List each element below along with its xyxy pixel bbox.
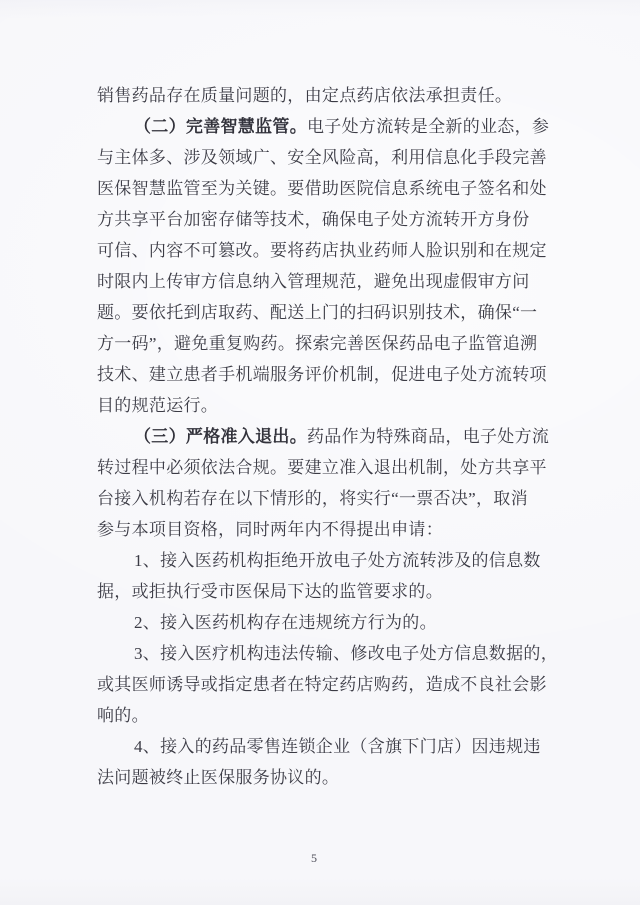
text-line	[97, 514, 549, 545]
text-line	[97, 266, 549, 297]
line-text: 参与本项目资格，同时两年内不得提出申请：	[97, 520, 443, 539]
text-line	[97, 80, 549, 111]
text-line	[97, 328, 549, 359]
text-line	[97, 576, 549, 607]
text-line	[97, 390, 549, 421]
line-lead-text: （二）完善智慧监管。	[134, 117, 307, 136]
line-text: 医保智慧监管至为关键。要借助医院信息系统电子签名和处	[97, 179, 547, 198]
text-line	[97, 297, 549, 328]
line-lead-text: （三）严格准入退出。	[134, 427, 307, 446]
line-text: 电子处方流转是全新的业态，参	[307, 117, 550, 136]
line-text: 方一码”，避免重复购药。探索完善医保药品电子监管追溯	[97, 334, 538, 353]
line-text: 2、接入医药机构存在违规统方行为的。	[134, 613, 437, 632]
line-text: 据，或拒执行受市医保局下达的监管要求的。	[97, 582, 443, 601]
line-text: 转过程中必须依法合规。要建立准入退出机制，处方共享平	[97, 458, 547, 477]
text-line	[97, 731, 549, 762]
line-text: 药品作为特殊商品，电子处方流	[307, 427, 550, 446]
text-line	[97, 669, 549, 700]
line-text: 响的。	[97, 706, 149, 725]
line-text: 台接入机构若存在以下情形的，将实行“一票否决”，取消	[97, 489, 528, 508]
line-text: 时限内上传审方信息纳入管理规范，避免出现虚假审方问	[97, 272, 530, 291]
line-text: 法问题被终止医保服务协议的。	[97, 768, 340, 787]
page-number: 5	[311, 851, 317, 865]
line-text: 或其医师诱导或指定患者在特定药店购药，造成不良社会影	[97, 675, 547, 694]
text-line	[97, 421, 549, 452]
line-text: 题。要依托到店取药、配送上门的扫码识别技术，确保“一	[97, 303, 538, 322]
document-body	[97, 80, 558, 793]
text-line	[97, 204, 549, 235]
line-text: 销售药品存在质量问题的，由定点药店依法承担责任。	[97, 86, 513, 105]
line-text: 1、接入医药机构拒绝开放电子处方流转涉及的信息数	[134, 551, 541, 570]
text-line	[97, 452, 549, 483]
text-line	[97, 638, 558, 669]
text-line	[97, 111, 549, 142]
text-line	[97, 762, 549, 793]
text-line	[97, 359, 549, 390]
line-text: 技术、建立患者手机端服务评价机制，促进电子处方流转项	[97, 365, 547, 384]
line-text: 目的规范运行。	[97, 396, 219, 415]
line-text: 方共享平台加密存储等技术，确保电子处方流转开方身份	[97, 210, 530, 229]
text-line	[97, 235, 549, 266]
text-line	[97, 545, 549, 576]
text-line	[97, 700, 549, 731]
line-text: 4、接入的药品零售连锁企业（含旗下门店）因违规违	[134, 737, 541, 756]
line-text: 3、接入医疗机构违法传输、修改电子处方信息数据的，	[134, 644, 558, 663]
text-line	[97, 173, 549, 204]
text-line	[97, 607, 549, 638]
text-line	[97, 483, 549, 514]
text-line	[97, 142, 549, 173]
line-text: 与主体多、涉及领域广、安全风险高，利用信息化手段完善	[97, 148, 547, 167]
line-text: 可信、内容不可篡改。要将药店执业药师人脸识别和在规定	[97, 241, 547, 260]
